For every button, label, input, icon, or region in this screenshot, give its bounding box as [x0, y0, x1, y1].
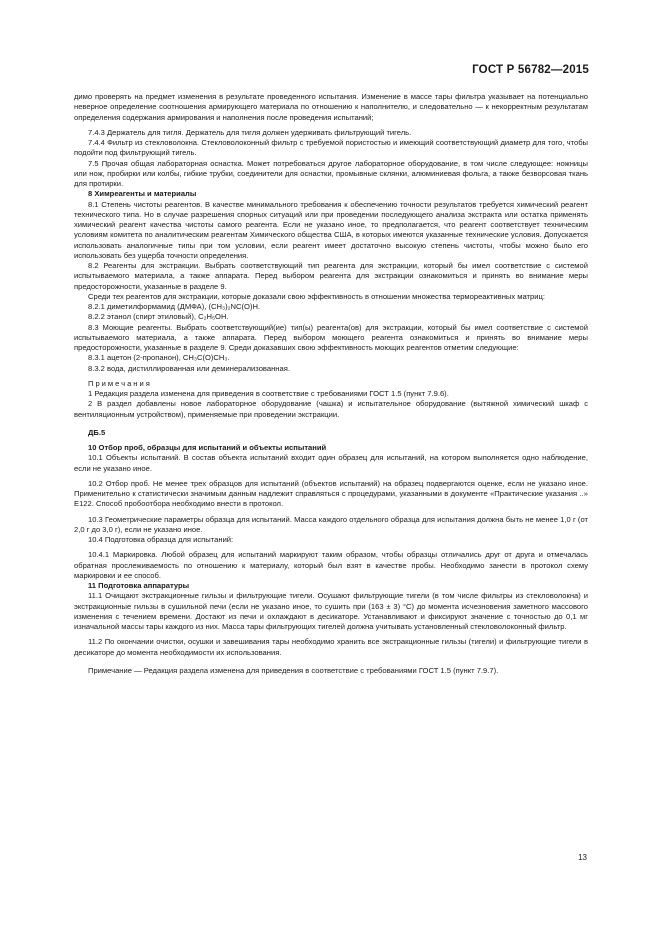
paragraph: 7.5 Прочая общая лабораторная оснастка. Может потребоваться другое лабораторное оборудование, в том числе следующее: ножницы или нож, пробирки или колбы, гибкие трубки, соединители для оснастки, промывные склянки, алюминиевая фольга, а также безворсовая ткань для протирки.: [74, 158, 588, 188]
paragraph: 10.4 Подготовка образца для испытаний:: [88, 535, 234, 544]
paragraph: 7.4.4 Фильтр из стекловолокна. Стекловолоконный фильтр с требуемой пористостью и имеющий соответствующий диаметр для того, чтобы подойти под фильтрующий тигель.: [74, 138, 588, 158]
note-item: Примечание — Редакция раздела изменена для приведения в соответствие с требованиями ГОСТ 1.5 (пункт 7.9.7).: [88, 665, 499, 675]
note-item: 1 Редакция раздела изменена для приведения в соответствие с требованиями ГОСТ 1.5 (пункт 7.9.6).: [88, 389, 449, 398]
appendix-label: ДБ.5: [88, 427, 106, 437]
list-item: 8.2.2 этанол (спирт этиловый), C₂H₅OH.: [88, 312, 229, 322]
paragraph: димо проверять на предмет изменения в результате проведенного испытания. Изменение в массе тары фильтра указывает на потенциально неверное определение соотношения армирующего материала по отношению к наполнителю, и следовательно — к некорректным результатам определения содержания армирования и наполнения после проведения испытаний;: [74, 92, 588, 122]
list-item: 8.2.1 диметилформамид (ДМФА), (CH₃)₂NC(O)H.: [88, 302, 261, 311]
paragraph: 10.3 Геометрические параметры образца для испытаний. Масса каждого отдельного образца для испытания должна быть не менее 1,0 г (от 2,0 г до 3,0 г), если не указано иное.: [74, 514, 588, 534]
section-heading: 11 Подготовка аппаратуры: [88, 581, 190, 590]
section-heading: 10 Отбор проб, образцы для испытаний и объекты испытаний: [88, 443, 327, 452]
document-header: ГОСТ Р 56782—2015: [472, 64, 589, 76]
paragraph: 8.3 Моющие реагенты. Выбрать соответствующий(ие) тип(ы) реагента(ов) для экстракции, который бы имел соответствие с системой испытываемого материала, а также аппарата. Перед выбором моющего реагента ознакомиться и принять во внимание меры предосторожности, указанные в разделе 9. Среди доказавших свою эффективность моющих реагентов отметим следующие:: [74, 322, 588, 352]
document-body: [74, 92, 588, 676]
paragraph: 11.2 По окончании очистки, осушки и завешивания тары необходимо хранить все экстракционные гильзы (тигели) и фильтрующие тигели в десикаторе до момента необходимости их использования.: [74, 637, 588, 657]
list-item: 8.3.1 ацетон (2-пропанон), CH₃C(O)CH₃.: [88, 353, 230, 363]
paragraph: 7.4.3 Держатель для тигля. Держатель для тигля должен удерживать фильтрующий тигель.: [88, 127, 412, 137]
paragraph: 8.2 Реагенты для экстракции. Выбрать соответствующий тип реагента для экстракции, который бы имел соответствие с системой испытываемого материала, а также аппарата. Перед выбором реагента для экстракции ознакомиться и принять во внимание меры предосторожности, указанные в разделе 9.: [74, 261, 588, 291]
notes-heading: Примечания: [88, 378, 152, 388]
paragraph: 10.4.1 Маркировка. Любой образец для испытаний маркируют таким образом, чтобы образцы отличались друг от друга и отмечалась обратная прослеживаемость по отношению к материалу, который был взят в качестве пробы. Необходимо занести в протокол схему маркировки и ее способ.: [74, 550, 588, 580]
paragraph: 10.2 Отбор проб. Не менее трех образцов для испытаний (объектов испытаний) на образец подвергаются оценке, если не указано иное. Применительно к статистически значимым данным надлежит справляться с процедурами, указанными в документе «Практические указания ..» Е122. Способ пробоотбора необходимо внести в протокол.: [74, 478, 588, 509]
list-item: 8.3.2 вода, дистиллированная или деминерализованная.: [88, 363, 290, 373]
note-item: 2 В раздел добавлены новое лабораторное оборудование (чашка) и испытательное оборудование (вытяжной химический шкаф с вентиляционным устройством), применяемые при проведении экстракции.: [74, 399, 588, 419]
paragraph: 8.1 Степень чистоты реагентов. В качестве минимального требования к обеспечению точности результатов требуется химический реагент технического типа. Но в случае разрешения спорных ситуаций или при проведении последующего анализа экстракта или остатка применять химический реагент качества чистоты самого реагента. Если не указано иное, то предполагается, что реагент соответствует техническим условиям комитета по аналитическим реагентам Химического общества США, в которых имеются указанные технические условия. Допускается использовать аналогичные типы при том условии, если реагент имеет достаточно высокую степень чистоты, чтобы можно было его использовать без ущерба точности определения.: [74, 199, 588, 260]
paragraph: 10.1 Объекты испытаний. В состав объекта испытаний входит один образец для испытаний, на котором выполняется одно наблюдение, если не указано иное.: [74, 453, 588, 473]
paragraph: Среди тех реагентов для экстракции, которые доказали свою эффективность в отношении множества термореактивных матриц:: [88, 291, 545, 301]
section-heading: 8 Химреагенты и материалы: [88, 189, 197, 199]
page-number: 13: [578, 853, 587, 862]
paragraph: 11.1 Очищают экстракционные гильзы и фильтрующие тигели. Осушают фильтрующие тигели (в том числе фильтры из стекловолокна) и экстракционные гильзы в сушильной печи (если не указано иное, то сушить при (163 ± 3) °С) до момента исчезновения заметного массового изменения с течением времени. Достают из печи и охлаждают в десикаторе. Устанавливают и фиксируют значение с точностью до 0,1 мг изначальной массы тары каждого из них. Масса тары фильтрующих тигелей должна учитывать установленный стекловолоконный фильтр.: [74, 591, 588, 631]
